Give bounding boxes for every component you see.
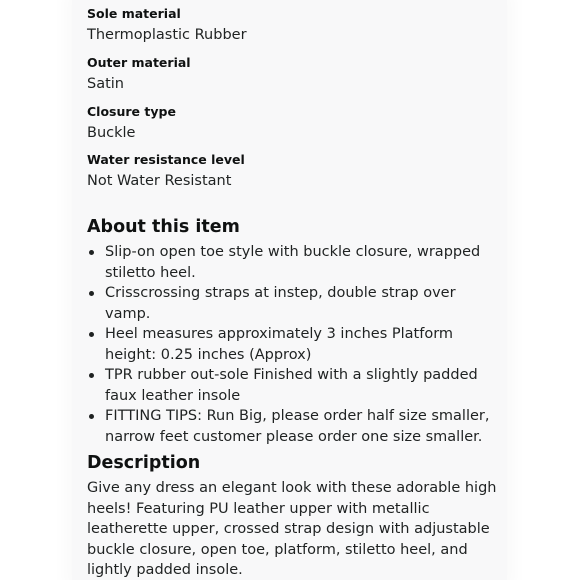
bullet-icon xyxy=(89,373,94,378)
bullet-text: FITTING TIPS: Run Big, please order half size smaller, narrow feet customer please order one size smaller. xyxy=(105,408,490,445)
bullet-icon xyxy=(89,291,94,296)
list-item xyxy=(87,324,497,365)
spec-value: Satin xyxy=(87,76,124,92)
spec-water-resistance xyxy=(87,152,245,191)
spec-label: Closure type xyxy=(87,104,176,119)
spec-sole-material xyxy=(87,6,247,45)
list-item xyxy=(87,242,497,283)
about-heading: About this item xyxy=(87,217,240,237)
about-bullet-list xyxy=(87,242,497,447)
spec-value: Thermoplastic Rubber xyxy=(87,27,247,43)
list-item xyxy=(87,365,497,406)
description-text: Give any dress an elegant look with these adorable high heels! Featuring PU leather upper with metallic leatherette upper, crossed strap design with adjustable buckle closure, open toe, platform, stiletto heel, and lightly padded insole. xyxy=(87,480,497,578)
spec-value: Not Water Resistant xyxy=(87,173,232,189)
list-item xyxy=(87,283,497,324)
spec-label: Water resistance level xyxy=(87,152,245,167)
spec-value: Buckle xyxy=(87,125,136,141)
description-heading: Description xyxy=(87,453,201,473)
bullet-text: TPR rubber out-sole Finished with a slightly padded faux leather insole xyxy=(105,367,478,404)
spec-label: Sole material xyxy=(87,6,181,21)
bullet-text: Slip-on open toe style with buckle closure, wrapped stiletto heel. xyxy=(105,244,481,281)
product-details-panel xyxy=(72,0,507,580)
bullet-icon xyxy=(89,332,94,337)
spec-label: Outer material xyxy=(87,55,191,70)
bullet-text: Crisscrossing straps at instep, double strap over vamp. xyxy=(105,285,456,322)
list-item xyxy=(87,406,497,447)
spec-closure-type xyxy=(87,104,176,143)
bullet-text: Heel measures approximately 3 inches Platform height: 0.25 inches (Approx) xyxy=(105,326,454,363)
bullet-icon xyxy=(89,250,94,255)
bullet-icon xyxy=(89,414,94,419)
spec-outer-material xyxy=(87,55,191,94)
